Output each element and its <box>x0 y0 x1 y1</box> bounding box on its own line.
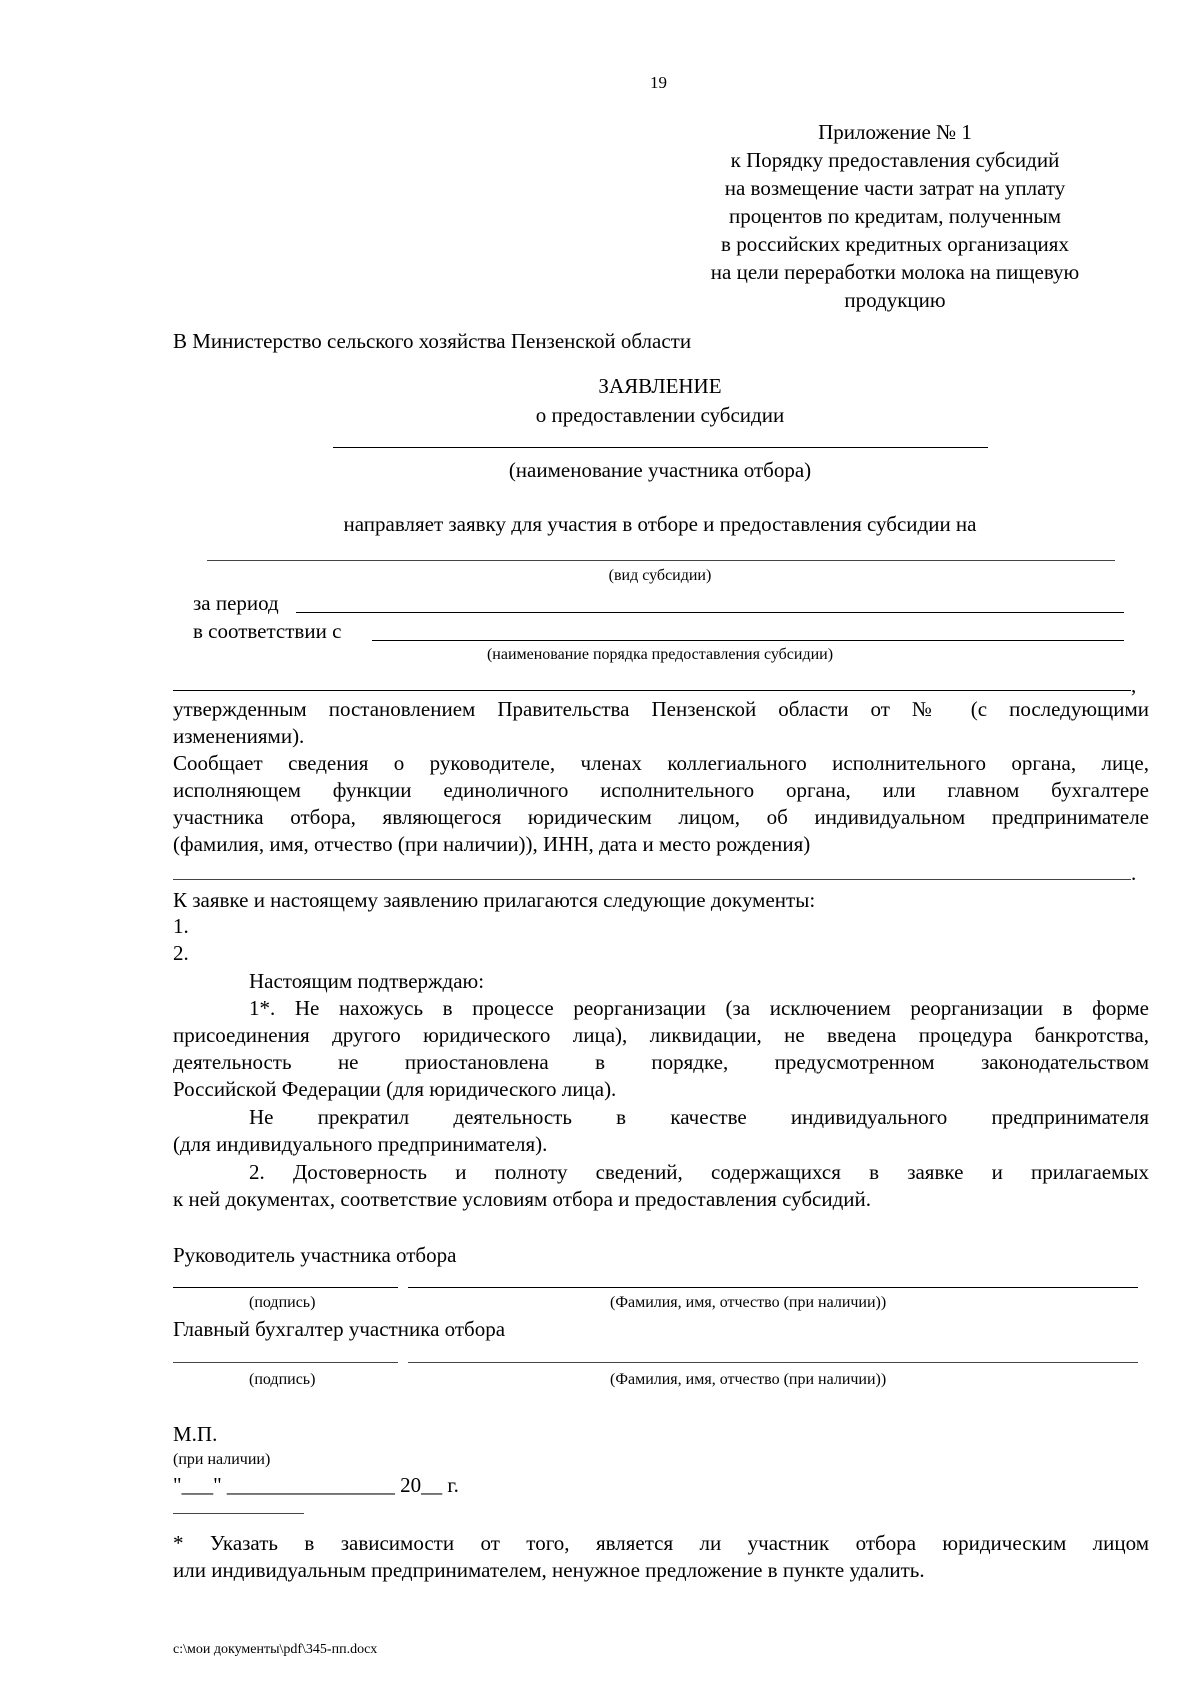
date-line: "___" ________________ 20__ г. <box>173 1473 459 1497</box>
info-line: исполняющем функции единоличного исполнительного органа, или главном бухгалтере <box>173 778 1149 802</box>
attachment-item: 1. <box>173 914 189 938</box>
page-number: 19 <box>650 73 667 92</box>
participant-name-line <box>333 447 988 448</box>
attachments-intro: К заявке и настоящему заявлению прилагаются следующие документы: <box>173 888 816 912</box>
accountant-signature-line <box>173 1362 398 1363</box>
document-title: ЗАЯВЛЕНИЕ <box>598 374 722 398</box>
period-glyph: . <box>1131 861 1137 885</box>
comma-glyph: , <box>1131 673 1137 697</box>
footnote-line: * Указать в зависимости от того, является ли участник отбора юридическим лицом <box>173 1531 1149 1555</box>
confirm-1-line: деятельность не приостановлена в порядке, предусмотренном законодательством <box>173 1050 1149 1074</box>
appendix-block <box>680 119 1110 315</box>
head-signature-line <box>173 1287 398 1288</box>
head-fio-caption: (Фамилия, имя, отчество (при наличии)) <box>610 1294 887 1311</box>
stamp-note: (при наличии) <box>173 1451 271 1468</box>
period-line <box>296 612 1124 613</box>
appendix-line: процентов по кредитам, полученным <box>728 204 1061 228</box>
appendix-line: на возмещение части затрат на уплату <box>724 176 1066 200</box>
accountant-signature-caption: (подпись) <box>249 1371 316 1388</box>
approved-line-end: изменениями). <box>173 724 305 748</box>
footnote-separator <box>173 1513 304 1514</box>
footnote-line-end: или индивидуальным предпринимателем, ненужное предложение в пункте удалить. <box>173 1558 925 1582</box>
accordance-label: в соответствии с <box>193 619 342 643</box>
accordance-line <box>372 640 1124 641</box>
approved-line: утвержденным постановлением Правительства Пензенской области от № (с последующими <box>173 697 1149 721</box>
head-fio-line <box>408 1287 1138 1288</box>
addressee: В Министерство сельского хозяйства Пензенской области <box>173 329 692 353</box>
file-path-footer: c:\мои документы\pdf\345-пп.docx <box>173 1642 378 1657</box>
confirm-2-line-end: к ней документах, соответствие условиям отбора и предоставления субсидий. <box>173 1187 872 1211</box>
period-label: за период <box>193 591 279 615</box>
procedure-continuation-line <box>173 690 1131 691</box>
info-line: Сообщает сведения о руководителе, членах коллегиального исполнительного органа, лице, <box>173 751 1149 775</box>
accountant-fio-line <box>408 1362 1138 1363</box>
confirm-ip-line: Не прекратил деятельность в качестве индивидуального предпринимателя <box>249 1105 1149 1129</box>
appendix-line: продукцию <box>844 288 946 312</box>
sends-request-text: направляет заявку для участия в отборе и предоставления субсидии на <box>343 512 977 536</box>
stamp-label: М.П. <box>173 1422 218 1446</box>
appendix-line: к Порядку предоставления субсидий <box>730 148 1060 172</box>
subsidy-type-caption: (вид субсидии) <box>608 567 712 584</box>
head-label: Руководитель участника отбора <box>173 1243 457 1267</box>
confirm-1-line: 1*. Не нахожусь в процессе реорганизации (за исключением реорганизации в форме <box>249 996 1149 1020</box>
head-signature-caption: (подпись) <box>249 1294 316 1311</box>
procedure-caption: (наименование порядка предоставления субсидии) <box>486 646 834 663</box>
attachment-item: 2. <box>173 941 189 965</box>
info-fill-line <box>173 879 1131 880</box>
subsidy-type-line <box>207 560 1115 561</box>
info-line: участника отбора, являющегося юридическим лицом, об индивидуальном предпринимателе <box>173 805 1149 829</box>
accountant-fio-caption: (Фамилия, имя, отчество (при наличии)) <box>610 1371 887 1388</box>
confirm-2-line: 2. Достоверность и полноту сведений, содержащихся в заявке и прилагаемых <box>249 1160 1149 1184</box>
accountant-label: Главный бухгалтер участника отбора <box>173 1317 506 1341</box>
confirm-ip-line-end: (для индивидуального предпринимателя). <box>173 1132 548 1156</box>
appendix-line: на цели переработки молока на пищевую <box>710 260 1080 284</box>
document-subtitle: о предоставлении субсидии <box>535 403 785 427</box>
confirm-1-line-end: Российской Федерации (для юридического лица). <box>173 1077 617 1101</box>
confirm-intro: Настоящим подтверждаю: <box>249 969 485 993</box>
confirm-1-line: присоединения другого юридического лица), ликвидации, не введена процедура банкротства, <box>173 1023 1149 1047</box>
participant-caption: (наименование участника отбора) <box>508 458 812 482</box>
info-line-end: (фамилия, имя, отчество (при наличии)), ИНН, дата и место рождения) <box>173 832 811 856</box>
appendix-line: Приложение № 1 <box>818 120 972 144</box>
appendix-line: в российских кредитных организациях <box>721 232 1069 256</box>
